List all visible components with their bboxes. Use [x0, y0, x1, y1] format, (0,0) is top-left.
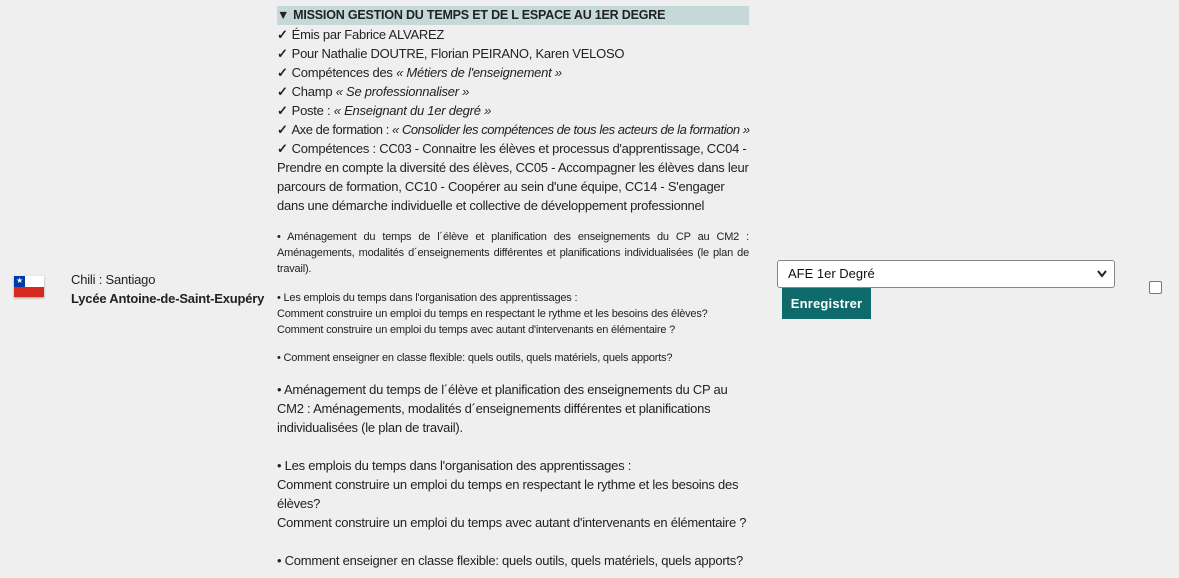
- check-icon: ✓: [277, 27, 288, 42]
- chile-flag-icon: ★: [14, 276, 44, 297]
- check-icon: ✓: [277, 65, 288, 80]
- competences-domain-line: ✓ Compétences des « Métiers de l'enseignement »: [277, 65, 562, 80]
- school-name: Lycée Antoine-de-Saint-Exupéry: [71, 291, 265, 306]
- select-value: AFE 1er Degré: [788, 266, 875, 281]
- chevron-down-icon: [1096, 262, 1108, 295]
- check-icon: ✓: [277, 84, 288, 99]
- champ-line: ✓ Champ « Se professionnaliser »: [277, 84, 470, 99]
- check-icon: ✓: [277, 141, 288, 156]
- formation-type-select[interactable]: [777, 260, 1115, 288]
- check-icon: ✓: [277, 122, 288, 137]
- check-icon: ✓: [277, 46, 288, 61]
- small-paragraph-2: • Les emplois du temps dans l'organisation des apprentissages : Comment construire un emploi du temps en respectant le rythme et les besoins des élèves? Comment construire un emploi du temps avec autant d'intervenants en élémentaire ?: [277, 292, 708, 336]
- recipients-line: ✓ Pour Nathalie DOUTRE, Florian PEIRANO, Karen VELOSO: [277, 46, 625, 61]
- small-paragraph-3: • Comment enseigner en classe flexible: quels outils, quels matériels, quels apports?: [277, 352, 673, 364]
- mission-details: [277, 6, 749, 570]
- row-select-checkbox[interactable]: [1149, 281, 1162, 294]
- check-icon: ✓: [277, 103, 288, 118]
- large-paragraph-3: • Comment enseigner en classe flexible: quels outils, quels matériels, quels apports?: [277, 553, 743, 568]
- mission-title-toggle[interactable]: [277, 6, 749, 25]
- large-paragraph-2: • Les emplois du temps dans l'organisation des apprentissages : Comment construire un emploi du temps en respectant le rythme et les besoins des élèves? Comment construire un emploi du temps avec autant d'intervenants en élémentaire ?: [277, 458, 747, 530]
- location-city: Chili : Santiago: [71, 272, 156, 287]
- small-paragraph-1: • Aménagement du temps de l´élève et planification des enseignements du CP au CM2 : Aménagements, modalités d´enseignements différentes et planifications individualisées (le plan de travail).: [277, 231, 749, 275]
- axe-line: ✓ Axe de formation : « Consolider les compétences de tous les acteurs de la formation »: [277, 122, 750, 137]
- save-button[interactable]: Enregistrer: [782, 288, 871, 319]
- competences-list-line: ✓ Compétences : CC03 - Connaitre les élèves et processus d'apprentissage, CC04 - Prendre en compte la diversité des élèves, CC05 - Accompagner les élèves dans leur parcours de formation, CC10 - Coopérer au sein d'une équipe, CC14 - S'engager dans une démarche individuelle et collective de développement professionnel: [277, 141, 749, 213]
- issuer-line: ✓ Émis par Fabrice ALVAREZ: [277, 27, 445, 42]
- large-paragraph-1: • Aménagement du temps de l´élève et planification des enseignements du CP au CM2 : Aménagements, modalités d´enseignements différentes et planifications individualisées (le plan de travail).: [277, 382, 728, 435]
- triangle-down-icon: ▼: [277, 8, 290, 22]
- mission-title: MISSION GESTION DU TEMPS ET DE L ESPACE AU 1ER DEGRE: [293, 8, 666, 22]
- location-block: [71, 270, 264, 308]
- poste-line: ✓ Poste : « Enseignant du 1er degré »: [277, 103, 492, 118]
